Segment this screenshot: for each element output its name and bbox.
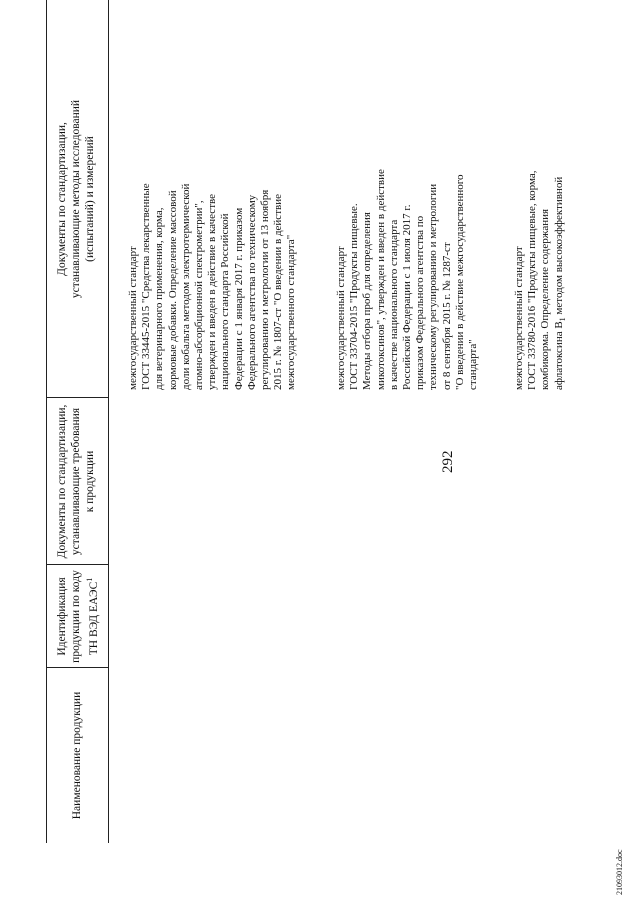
table-header-bottom-border [108,0,109,843]
entry-3-line-2: ГОСТ 33780-2016 "Продукты пищевые, корма, [526,170,539,390]
entry-2-line-5: в качестве национального стандарта [387,219,400,390]
entry-2-line-7: приказом Федерального агентства по [414,215,427,390]
header-methods-standards [55,0,97,398]
entry-1-line-13: межгосударственного стандарта" [285,234,298,390]
header-methods-line-1: Документы по стандартизации, [56,122,68,276]
entry-3-line-4-text: афлатоксина B [552,321,565,390]
header-methods-line-2: устанавливающие методы исследований [70,99,82,299]
page-number: 292 [440,450,456,473]
entry-1-line-7: утвержден и введен в действие в качестве [206,193,219,390]
header-req-line-2: устанавливающие требования [70,407,82,556]
header-product-name-text: Наименование продукции [71,691,83,820]
header-tnved-line-3: ТН ВЭД ЕАЭС [87,581,100,656]
entry-1-line-3: для ветеринарного применения, корма, [153,207,166,390]
entry-2-line-2: ГОСТ 33704-2015 "Продукты пищевые. [348,203,361,390]
header-product-name [70,668,84,843]
aflatoxin-subscript: 1 [557,317,567,322]
entry-1-line-2: ГОСТ 33445-2015 "Средства лекарственные [140,183,153,390]
entry-3-line-1: межгосударственный стандарт [513,246,525,390]
entry-1-line-4: кормовые добавки. Определение массовой [166,190,179,390]
header-tnved-line-3-wrap [83,565,101,668]
entry-2-line-1: межгосударственный стандарт [335,246,347,390]
entry-2-line-10: "О введении в действие межгосударственного [453,174,466,390]
entry-1-line-11: регулированию и метрологии от 13 ноября [259,189,271,390]
table-top-border [46,0,47,843]
entry-2-line-8: техническому регулированию и метрологии [427,183,440,390]
footnote-marker: 1 [85,577,94,582]
header-tnved-line-1: Идентификация [56,577,68,656]
entry-2-line-11: стандарта" [467,339,479,390]
header-req-line-1: Документы по стандартизации, [56,404,68,559]
entry-3-line-3: комбикорма. Определение содержания [539,208,552,390]
header-methods-line-3: (испытаний) и измерений [84,136,96,262]
header-req-line-3: к продукции [84,450,96,513]
entry-3-line-4-rest: методом высокоэффективной [552,176,565,318]
entry-1-line-10: Федерального агентства по техническому [245,194,258,390]
entry-1-line-8: национального стандарта Российской [219,213,232,390]
entry-1-line-6: атомно-абсорбционной спектрометрии", [193,200,205,390]
entry-1-line-9: Федерации с 1 января 2017 г. приказом [232,207,245,390]
entry-1-line-1: межгосударственный стандарт [127,246,139,390]
entry-2-line-4: микотоксинов", утвержден и введен в действие [374,169,387,390]
entry-2-line-3: Методы отбора проб для определения [361,212,374,390]
header-tnved-code [55,565,101,668]
document-id: 21093012.doc [615,849,624,895]
header-requirements-standards [55,398,97,565]
entry-2-line-6: Российской Федерации с 1 июля 2017 г. [401,204,413,390]
entry-1-line-5: доли кобальта методом электротермической [179,183,192,390]
entry-3-line-4 [553,177,569,390]
entry-2-line-9: от 8 сентября 2015 г. № 1287-ст [440,242,453,390]
entry-1-line-12: 2015 г. № 1807-ст "О введении в действие [272,194,285,390]
header-tnved-line-2: продукции по коду [70,570,82,663]
